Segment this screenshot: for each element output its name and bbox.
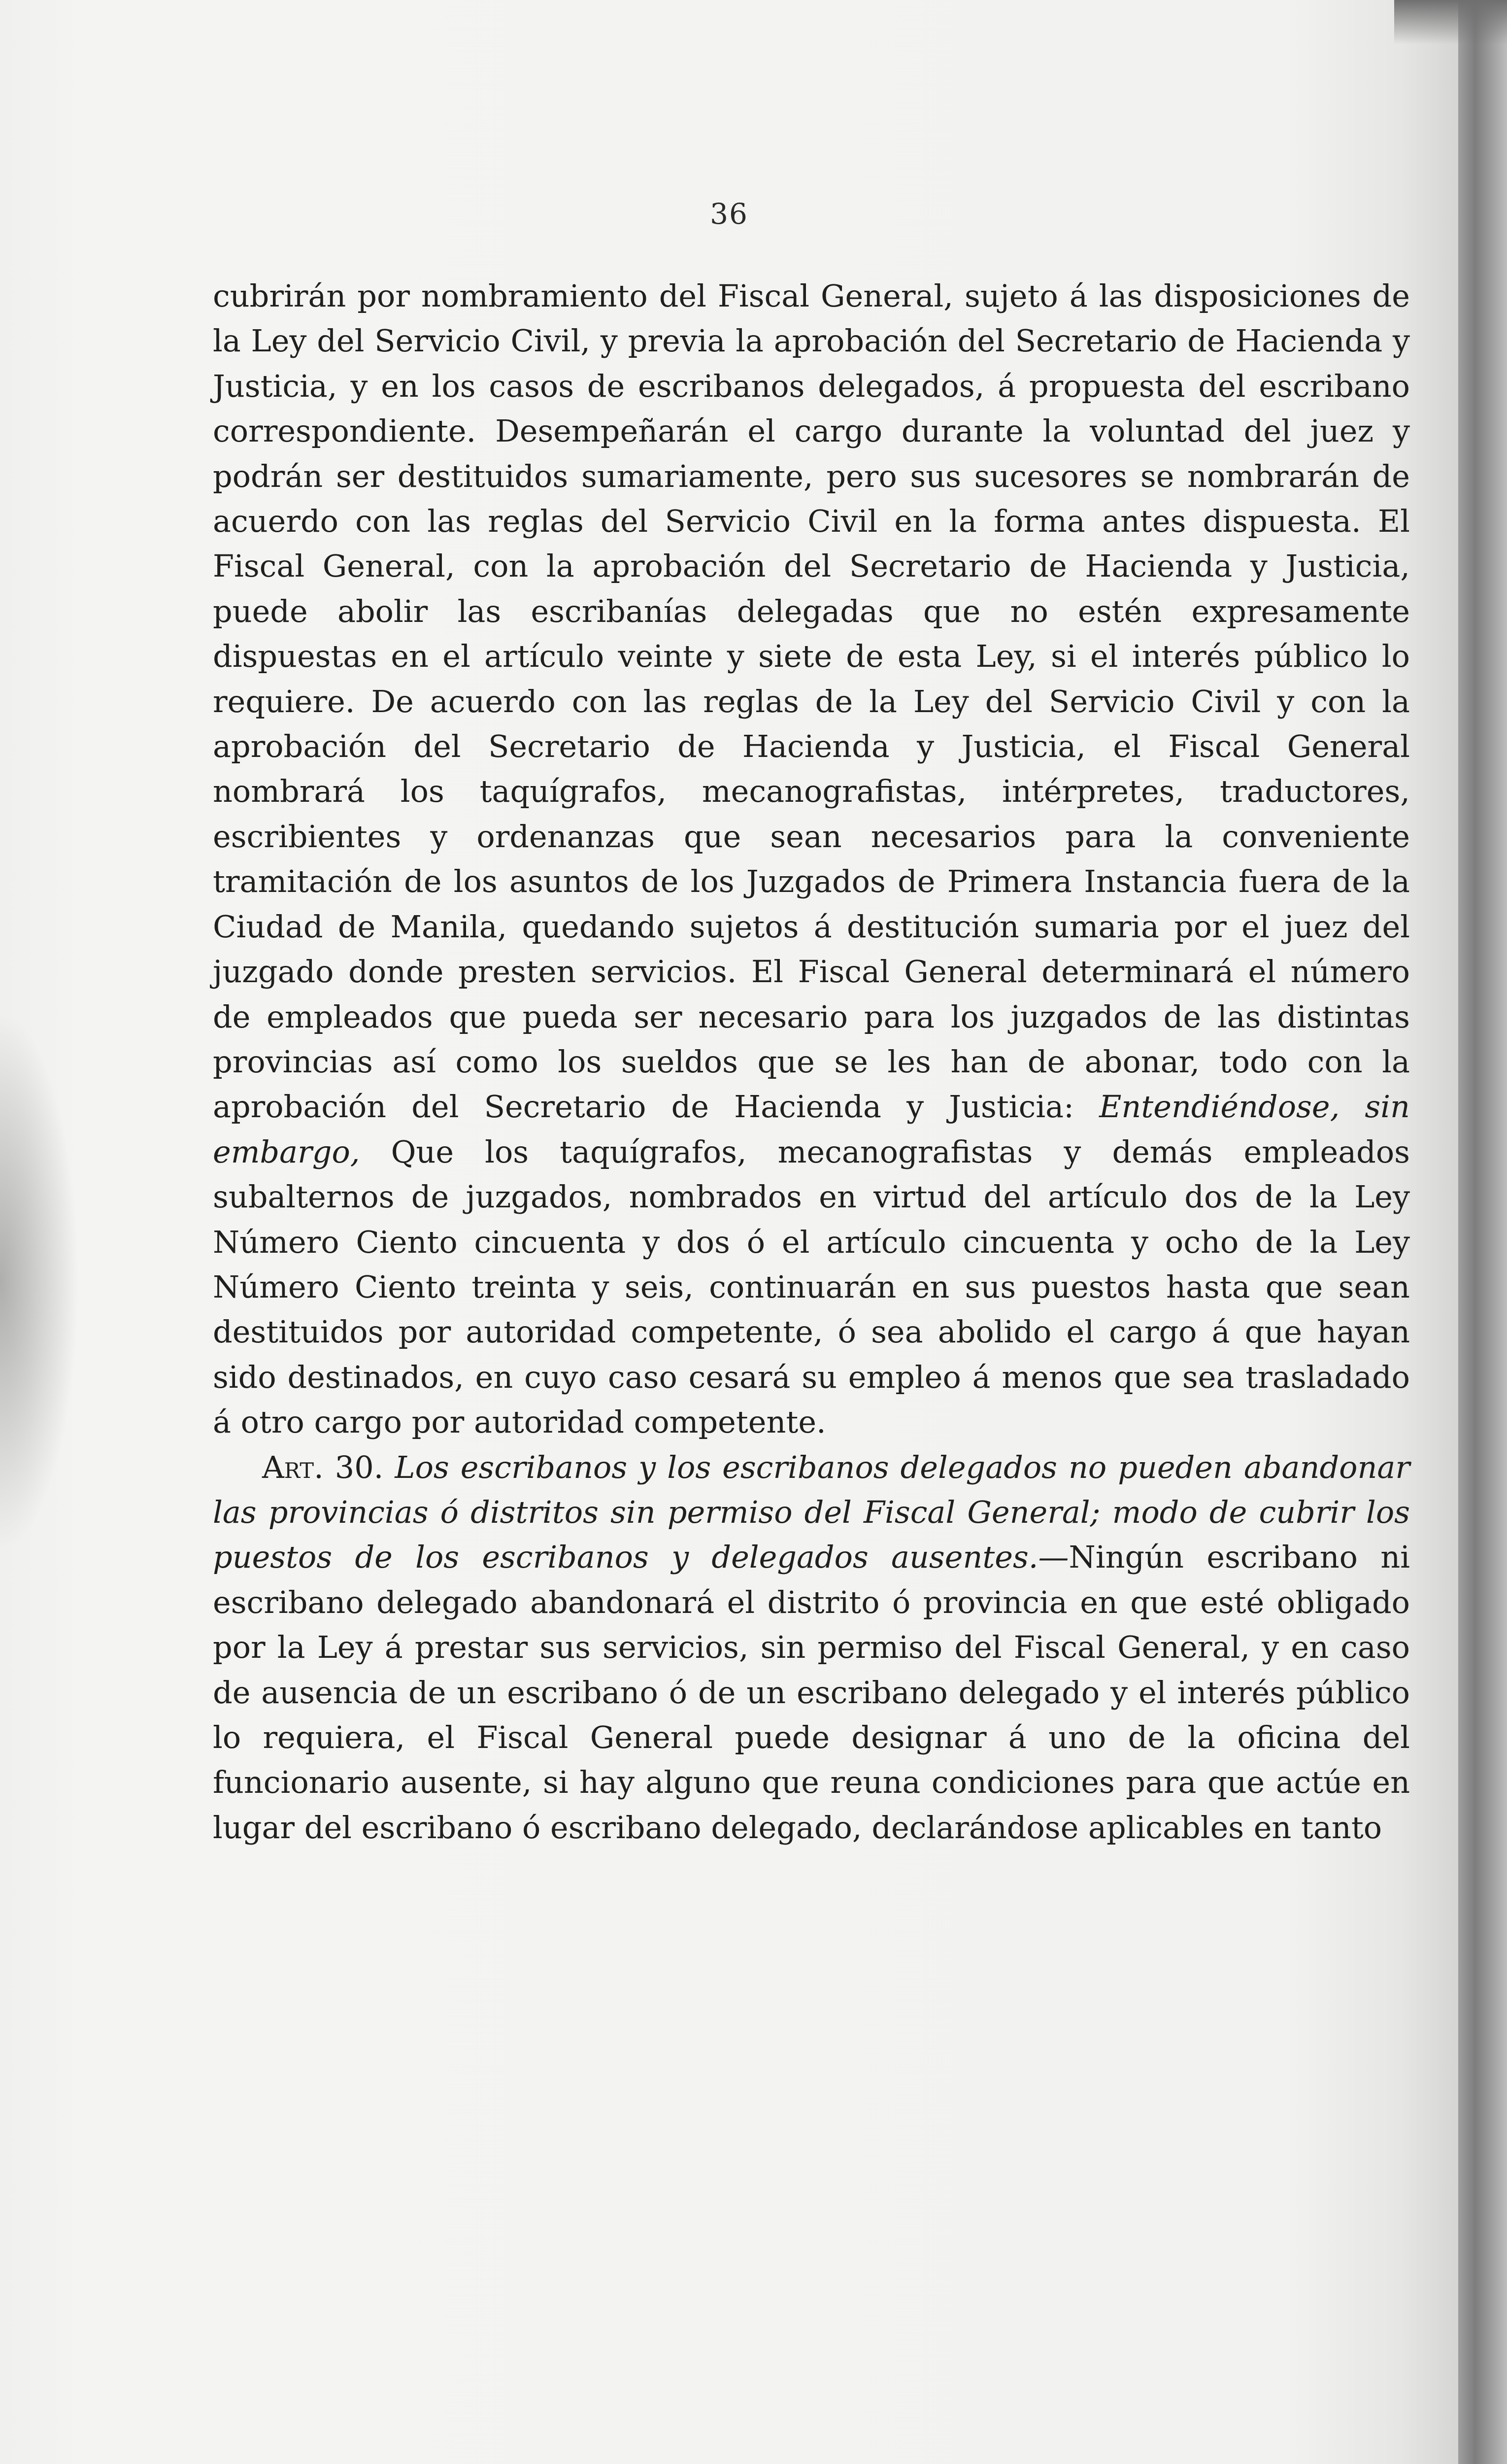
paragraph-text-end: Que los taquígrafos, mecanografistas y demás empleados subalternos de juzgados, nombrados en virtud del artículo dos de la Ley Número Ciento cincuenta y dos ó el artículo cincuenta y ocho de la Ley Número Ciento treinta y seis, continuarán en sus puestos hasta que sean destituidos por autoridad competente, ó sea abolido el cargo á que hayan sido destinados, en cuyo caso cesará su empleo á menos que sea trasladado á otro cargo por autoridad competente. [213, 1133, 1410, 1440]
page-shadow [0, 1010, 79, 1552]
book-corner [1394, 0, 1507, 44]
body-text [213, 274, 1410, 1850]
proviso-italic: Entendiéndose, sin embargo, [213, 1089, 1410, 1170]
article-heading: Los escribanos y los escribanos delegados no pueden abandonar las provincias ó distritos sin permiso del Fiscal General; modo de cubrir los puestos de los escribanos y delegados ausentes.— [213, 1449, 1410, 1575]
paragraph-continuation [213, 274, 1410, 1445]
book-edge [1458, 0, 1507, 2464]
article-label: Art. 30. [262, 1449, 384, 1485]
paragraph-text: cubrirán por nombramiento del Fiscal General, sujeto á las disposiciones de la Ley del Servicio Civil, y previa la aprobación del Secretario de Hacienda y Justicia, y en los casos de escribanos delegados, á propuesta del escribano correspondiente. Desempeñarán el cargo durante la voluntad del juez y podrán ser destituidos sumariamente, pero sus sucesores se nombrarán de acuerdo con las reglas del Servicio Civil en la forma antes dispuesta. El Fiscal General, con la aprobación del Secretario de Hacienda y Justicia, puede abolir las escribanías delegadas que no estén expresamente dispuestas en el artículo veinte y siete de esta Ley, si el interés público lo requiere. De acuerdo con las reglas de la Ley del Servicio Civil y con la aprobación del Secretario de Hacienda y Justicia, el Fiscal General nombrará los taquígrafos, mecanografistas, intérpretes, traductores, escribientes y ordenanzas que sean necesarios para la conveniente tramitación de los asuntos de los Juzgados de Primera Instancia fuera de la Ciudad de Manila, quedando sujetos á destitución sumaria por el juez del juzgado donde presten servicios. El Fiscal General determinará el número de empleados que pueda ser necesario para los juzgados de las distintas provincias así como los sueldos que se les han de abonar, todo con la aprobación del Secretario de Hacienda y Justicia: [213, 278, 1410, 1125]
article-30 [213, 1445, 1410, 1850]
article-text: Ningún escribano ni escribano delegado abandonará el distrito ó provincia en que esté obligado por la Ley á prestar sus servicios, sin permiso del Fiscal General, y en caso de ausencia de un escribano ó de un escribano delegado y el interés público lo requiera, el Fiscal General puede designar á uno de la oficina del funcionario ausente, si hay alguno que reuna condiciones para que actúe en lugar del escribano ó escribano delegado, declarándose aplicables en tanto [213, 1539, 1410, 1846]
page-number: 36 [710, 197, 748, 231]
